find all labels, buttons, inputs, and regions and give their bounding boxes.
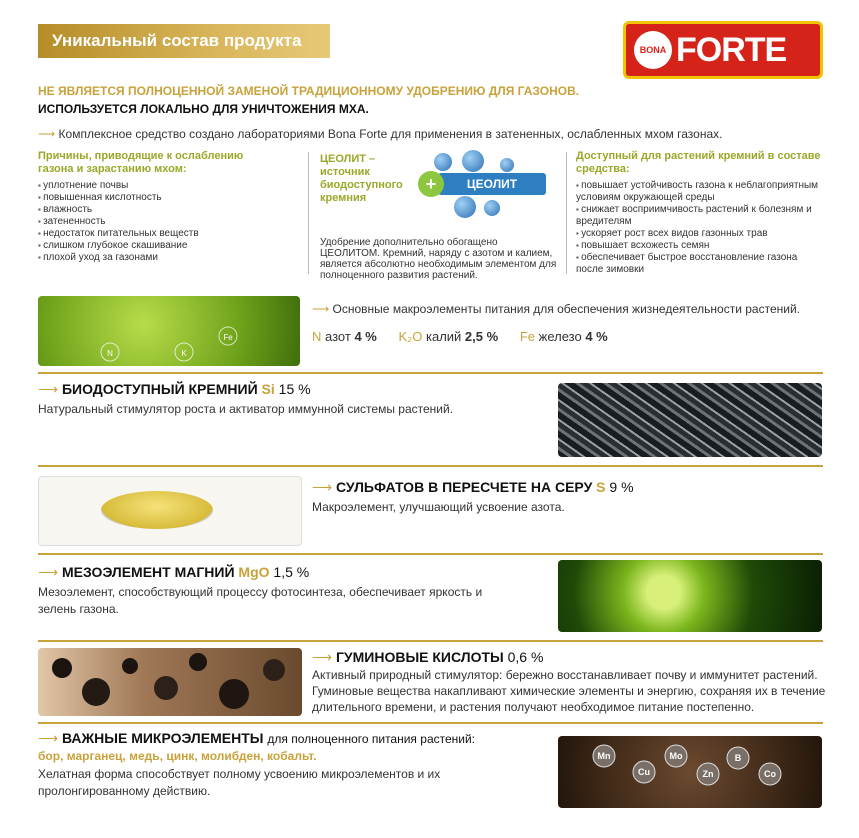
column-divider (566, 152, 567, 274)
element-label: Co (764, 769, 776, 779)
causes-column (38, 150, 268, 264)
silicium-description: Натуральный стимулятор роста и активатор иммунной системы растений. (38, 402, 454, 416)
silicium-label: БИОДОСТУПНЫЙ КРЕМНИЙ (61, 381, 258, 397)
iron-symbol: Fe (519, 329, 536, 344)
humic-value: 0,6 % (507, 649, 544, 665)
zeolite-badge: ЦЕОЛИТ (438, 173, 546, 195)
intro-text (38, 127, 722, 141)
warning-line-2: ИСПОЛЬЗУЕТСЯ ЛОКАЛЬНО ДЛЯ УНИЧТОЖЕНИЯ МХА. (38, 102, 369, 116)
column-divider (308, 152, 309, 274)
warning-line-1: НЕ ЯВЛЯЕТСЯ ПОЛНОЦЕННОЙ ЗАМЕНОЙ ТРАДИЦИОННОМУ УДОБРЕНИЮ ДЛЯ ГАЗОНОВ. (38, 84, 580, 98)
magnesium-label: МЕЗОЭЛЕМЕНТ МАГНИЙ (61, 564, 235, 580)
list-item: ▪ повышенная кислотность (38, 192, 268, 204)
list-item: ▪ повышает всхожесть семян (576, 240, 826, 252)
moss-photo (38, 296, 300, 366)
magnesium-title (38, 564, 309, 581)
magnesium-value: 1,5 % (273, 564, 310, 580)
divider (38, 372, 823, 374)
nitrogen-name: азот (325, 329, 351, 344)
element-circles-graphic (38, 296, 300, 366)
moss-label: K (181, 349, 187, 358)
iron-name: железо (538, 329, 582, 344)
macro-label: Основные макроэлементы питания для обеспечения жизнедеятельности растений. (332, 302, 800, 316)
causes-title: Причины, приводящие к ослаблению газона и зарастанию мхом: (38, 150, 244, 175)
brand-logo (623, 21, 823, 79)
sulfur-powder-photo (38, 476, 302, 546)
zeolite-stones-photo (558, 383, 822, 457)
molecule-icon (434, 153, 452, 171)
moss-label: N (107, 349, 113, 358)
micro-list: бор, марганец, медь, цинк, молибден, кобальт. (38, 749, 317, 763)
macro-values (312, 328, 608, 345)
element-label: Zn (702, 769, 714, 779)
zeolite-description: Удобрение дополнительно обогащено ЦЕОЛИТОМ. Кремний, наряду с азотом и калием, является абсолютно необходимым элементом для полноценного развития растений. (320, 237, 557, 281)
molecule-icon (454, 196, 476, 218)
arrow-icon: ⟶ (38, 127, 56, 141)
divider (38, 722, 823, 724)
list-item: ▪ слишком глубокое скашивание (38, 240, 268, 252)
section-header: Уникальный состав продукта (38, 24, 330, 58)
petri-dish-graphic (101, 491, 213, 529)
micro-elements-graphic (558, 736, 822, 808)
moss-label: Fe (223, 333, 233, 342)
divider (38, 553, 823, 555)
sulfur-title (312, 479, 634, 496)
molecule-icon (500, 158, 514, 172)
arrow-icon: ⟶ (312, 302, 330, 316)
micro-description: Хелатная форма способствует полному усвоению микроэлементов и их пролонгированному действию. (38, 767, 441, 798)
list-item: ▪ ускоряет рост всех видов газонных трав (576, 228, 826, 240)
silicon-column (576, 150, 826, 276)
silicium-title (38, 381, 311, 398)
potassium-symbol: K₂O (398, 329, 423, 344)
sulfur-value: 9 % (609, 479, 634, 495)
chlorophyll-photo (558, 560, 822, 632)
potassium-name: калий (425, 329, 462, 344)
list-item: ▪ снижает восприимчивость растений к болезням и вредителям (576, 204, 826, 228)
humic-label: ГУМИНОВЫЕ КИСЛОТЫ (335, 649, 504, 665)
element-label: Mo (669, 751, 683, 761)
potassium-value: 2,5 % (464, 329, 499, 344)
humic-title (312, 649, 543, 666)
arrow-icon: ⟶ (38, 564, 59, 580)
molecule-icon (484, 200, 500, 216)
intro-label: Комплексное средство создано лабораториями Bona Forte для применения в затененных, ослабленных мхом газонах. (58, 127, 723, 141)
micro-rest: для полноценного питания растений: (267, 732, 476, 746)
molecule-icon (462, 150, 484, 172)
divider (38, 640, 823, 642)
list-item: ▪ недостаток питательных веществ (38, 228, 268, 240)
nitrogen-symbol: N (312, 329, 322, 344)
magnesium-description: Мезоэлемент, способствующий процессу фотосинтеза, обеспечивает яркость и зелень газона. (38, 585, 483, 616)
soil-photo (558, 736, 822, 808)
iron-value: 4 % (585, 329, 608, 344)
element-label: B (734, 753, 742, 763)
element-label: Cu (638, 767, 650, 777)
arrow-icon: ⟶ (312, 649, 333, 665)
element-label: Mn (597, 751, 611, 761)
sulfur-symbol: S (596, 479, 606, 495)
list-item: ▪ обеспечивает быстрое восстановление газона после зимовки (576, 252, 826, 276)
silicium-value: 15 % (278, 381, 311, 397)
logo-wordmark: FORTE (676, 30, 787, 69)
nitrogen-value: 4 % (354, 329, 377, 344)
micro-label: ВАЖНЫЕ МИКРОЭЛЕМЕНТЫ (61, 730, 264, 746)
causes-list (38, 180, 268, 264)
list-item: ▪ уплотнение почвы (38, 180, 268, 192)
arrow-icon: ⟶ (312, 479, 333, 495)
logo-badge: BONA (634, 31, 672, 69)
arrow-icon: ⟶ (38, 381, 59, 397)
magnesium-symbol: MgO (238, 564, 270, 580)
plus-icon: + (418, 171, 444, 197)
list-item: ▪ повышает устойчивость газона к неблагоприятным условиям окружающей среды (576, 180, 826, 204)
silicon-title: Доступный для растений кремний в составе средства: (576, 150, 821, 175)
humic-description: Активный природный стимулятор: бережно восстанавливает почву и иммунитет растений. Гуминовые вещества накапливают химические элементы и энергию, сохраняя их в течение длительного времени, и растения получают необходимое питание постепенно. (312, 668, 826, 714)
zeolite-title: ЦЕОЛИТ – источник биодоступного кремния (320, 153, 403, 204)
humic-particles-photo (38, 648, 302, 716)
micro-title (38, 730, 475, 747)
silicium-symbol: Si (261, 381, 275, 397)
macro-text (312, 301, 800, 318)
divider (38, 465, 823, 467)
particles-graphic (38, 648, 302, 716)
list-item: ▪ затененность (38, 216, 268, 228)
list-item: ▪ влажность (38, 204, 268, 216)
list-item: ▪ плохой уход за газонами (38, 252, 268, 264)
silicon-list (576, 180, 826, 276)
sulfur-label: СУЛЬФАТОВ В ПЕРЕСЧЕТЕ НА СЕРУ (335, 479, 593, 495)
arrow-icon: ⟶ (38, 730, 59, 746)
sulfur-description: Макроэлемент, улучшающий усвоение азота. (312, 500, 565, 514)
